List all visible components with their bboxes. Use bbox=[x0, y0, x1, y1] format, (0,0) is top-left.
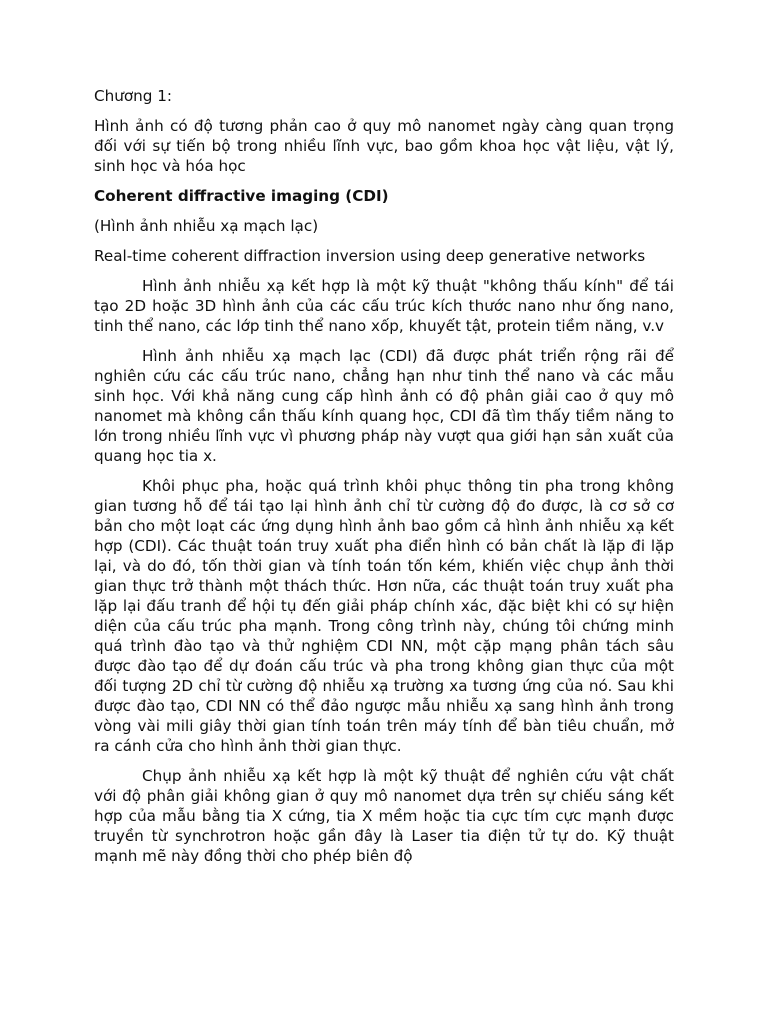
section-heading: Coherent diffractive imaging (CDI) bbox=[94, 187, 389, 205]
body-paragraph-2: Hình ảnh nhiễu xạ mạch lạc (CDI) đã được phát triển rộng rãi để nghiên cứu các cấu trúc nano, chẳng hạn như tinh thể nano và các mẫu sinh học. Với khả năng cung cấp hình ảnh có độ phân giải cao ở quy mô nanomet mà không cần thấu kính quang học, CDI đã tìm thấy tiềm năng to lớn trong nhiều lĩnh vực vì phương pháp này vượt qua giới hạn sản xuất của quang học tia x. bbox=[94, 347, 674, 465]
body-paragraph-3: Khôi phục pha, hoặc quá trình khôi phục thông tin pha trong không gian tương hỗ để tái tạo lại hình ảnh chỉ từ cường độ đo được, là cơ sở cơ bản cho một loạt các ứng dụng hình ảnh bao gồm cả hình ảnh nhiễu xạ kết hợp (CDI). Các thuật toán truy xuất pha điển hình có bản chất là lặp đi lặp lại, và do đó, tốn thời gian và tính toán tốn kém, khiến việc chụp ảnh thời gian thực trở thành một thách thức. Hơn nữa, các thuật toán truy xuất pha lặp lại đấu tranh để hội tụ đến giải pháp chính xác, đặc biệt khi có sự hiện diện của cấu trúc pha mạnh. Trong công trình này, chúng tôi chứng minh quá trình đào tạo và thử nghiệm CDI NN, một cặp mạng phân tách sâu được đào tạo để dự đoán cấu trúc và pha trong không gian thực của một đối tượng 2D chỉ từ cường độ nhiễu xạ trường xa tương ứng của nó. Sau khi được đào tạo, CDI NN có thể đảo ngược mẫu nhiễu xạ sang hình ảnh trong vòng vài mili giây thời gian tính toán trên máy tính để bàn tiêu chuẩn, mở ra cánh cửa cho hình ảnh thời gian thực. bbox=[94, 477, 674, 755]
document-page bbox=[94, 86, 674, 876]
body-paragraph-1: Hình ảnh nhiễu xạ kết hợp là một kỹ thuật "không thấu kính" để tái tạo 2D hoặc 3D hình ảnh của các cấu trúc kích thước nano như ống nano, tinh thể nano, các lớp tinh thể nano xốp, khuyết tật, protein tiềm năng, v.v bbox=[94, 277, 674, 335]
intro-paragraph: Hình ảnh có độ tương phản cao ở quy mô nanomet ngày càng quan trọng đối với sự tiến bộ trong nhiều lĩnh vực, bao gồm khoa học vật liệu, vật lý, sinh học và hóa học bbox=[94, 117, 674, 175]
section-subtitle: (Hình ảnh nhiễu xạ mạch lạc) bbox=[94, 217, 319, 235]
chapter-label: Chương 1: bbox=[94, 87, 173, 105]
paper-title: Real-time coherent diffraction inversion using deep generative networks bbox=[94, 247, 646, 265]
body-paragraph-4: Chụp ảnh nhiễu xạ kết hợp là một kỹ thuật để nghiên cứu vật chất với độ phân giải không gian ở quy mô nanomet dựa trên sự chiếu sáng kết hợp của mẫu bằng tia X cứng, tia X mềm hoặc tia cực tím cực mạnh được truyền từ synchrotron hoặc gần đây là Laser tia điện tử tự do. Kỹ thuật mạnh mẽ này đồng thời cho phép biên độ bbox=[94, 767, 674, 865]
